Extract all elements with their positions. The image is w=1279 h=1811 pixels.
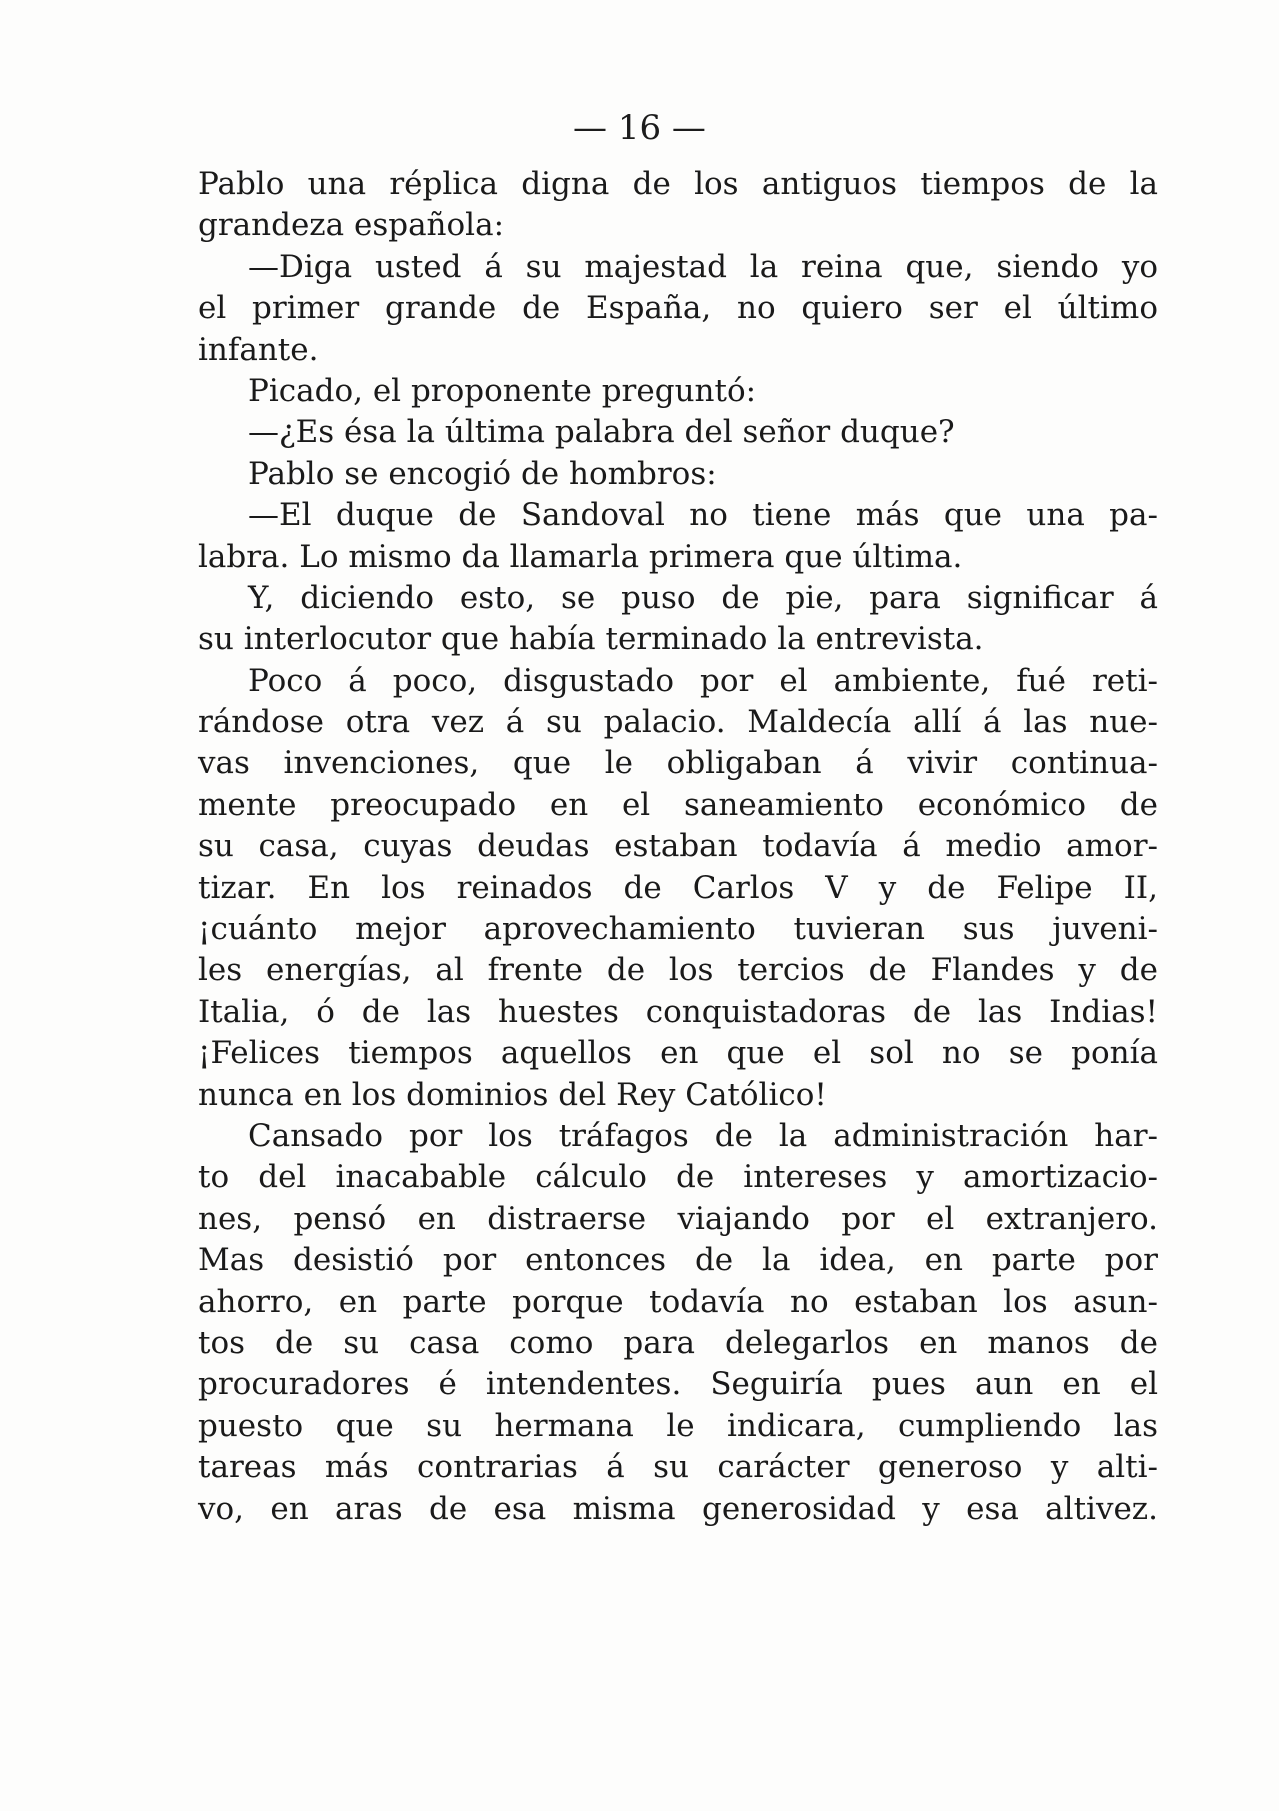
text-line: Cansado por los tráfagos de la administración har-: [248, 1117, 1158, 1154]
text-line: grandeza española:: [198, 207, 505, 244]
text-line: Pablo una réplica digna de los antiguos tiempos de la: [198, 166, 1158, 202]
text-line: Pablo se encogió de hombros:: [248, 455, 717, 492]
text-line: Mas desistió por entonces de la idea, en parte por: [198, 1242, 1158, 1279]
body-text: [198, 164, 1158, 1530]
text-line: nunca en los dominios del Rey Católico!: [198, 1076, 827, 1113]
text-line: —El duque de Sandoval no tiene más que una pa-: [248, 497, 1158, 534]
text-line: el primer grande de España, no quiero ser el último: [198, 290, 1158, 327]
text-line: tizar. En los reinados de Carlos V y de Felipe II,: [198, 869, 1158, 906]
text-line: les energías, al frente de los tercios de Flandes y de: [198, 952, 1158, 989]
text-line: ¡Felices tiempos aquellos en que el sol no se ponía: [198, 1035, 1158, 1072]
text-line: Poco á poco, disgustado por el ambiente, fué reti-: [248, 662, 1158, 699]
text-line: ahorro, en parte porque todavía no estaban los asun-: [198, 1283, 1158, 1320]
text-line: infante.: [198, 331, 319, 368]
text-line: —¿Es ésa la última palabra del señor duque?: [248, 414, 955, 451]
text-line: su interlocutor que había terminado la entrevista.: [198, 621, 984, 658]
text-line: puesto que su hermana le indicara, cumpliendo las: [198, 1407, 1158, 1444]
text-line: to del inacabable cálculo de intereses y amortizacio-: [198, 1159, 1158, 1196]
text-line: —Diga usted á su majestad la reina que, siendo yo: [248, 248, 1158, 285]
page-number: — 16 —: [573, 108, 706, 148]
text-line: procuradores é intendentes. Seguiría pues aun en el: [198, 1366, 1158, 1403]
text-line: rándose otra vez á su palacio. Maldecía allí á las nue-: [198, 704, 1158, 741]
text-line: Y, diciendo esto, se puso de pie, para significar á: [248, 579, 1158, 616]
text-line: nes, pensó en distraerse viajando por el extranjero.: [198, 1200, 1158, 1237]
text-line: mente preocupado en el saneamiento económico de: [198, 786, 1158, 823]
text-line: tareas más contrarias á su carácter generoso y alti-: [198, 1449, 1158, 1486]
text-line: vo, en aras de esa misma generosidad y esa altivez.: [198, 1490, 1158, 1527]
text-line: tos de su casa como para delegarlos en manos de: [198, 1324, 1158, 1361]
text-line: labra. Lo mismo da llamarla primera que última.: [198, 538, 963, 575]
text-line: Picado, el proponente preguntó:: [248, 372, 757, 409]
text-line: su casa, cuyas deudas estaban todavía á medio amor-: [198, 828, 1158, 865]
text-line: vas invenciones, que le obligaban á vivir continua-: [198, 745, 1158, 782]
text-line: Italia, ó de las huestes conquistadoras de las Indias!: [198, 993, 1158, 1030]
text-line: ¡cuánto mejor aprovechamiento tuvieran sus juveni-: [198, 911, 1158, 948]
